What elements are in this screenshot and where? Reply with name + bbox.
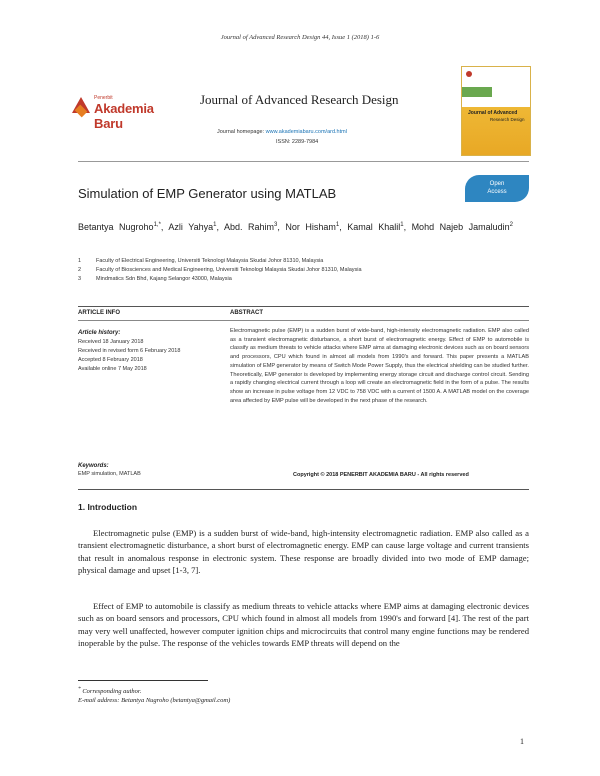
page-number: 1 (520, 737, 524, 746)
homepage-label: Journal homepage: (217, 129, 265, 135)
journal-title: Journal of Advanced Research Design (200, 92, 399, 107)
running-head: Journal of Advanced Research Design 44, Issue 1 (2018) 1-6 (220, 34, 380, 41)
affiliation: 1 Faculty of Electrical Engineering, Universiti Teknologi Malaysia Skudai Johor 81310, Malaysia (78, 258, 324, 264)
corresponding-email: E-mail address: Betantya Nugroho (betantya@gmail.com) (78, 697, 231, 704)
info-table-bottom-rule (78, 489, 529, 490)
copyright-notice: Copyright © 2018 PENERBIT AKADEMIA BARU - All rights reserved (293, 472, 469, 478)
info-table-top-rule (78, 306, 529, 307)
open-access-line1: Open (489, 181, 505, 187)
body-paragraph: Effect of EMP to automobile is classify as medium threats to vehicle attacks where EMP aims at damaging electronic devices such as on board sensors and processors, CPU which found in almost all models from 1990's and forward [4]. The rest of the part may very well unaffected, however computer ignition chips and microcircuits that control many engine functions may be rendered inoperable by the pulse. The response of the vehicles towards EMP threats will depend on the (78, 601, 529, 649)
author-list: Betantya Nugroho$^{1,*}$, Azli Yahya$^1$, Abd. Rahim$^3$, Nor Hisham$^1$, Kamal Khalil$^1$, Mohd Najeb Jamaludin$^2$ (78, 222, 513, 232)
section-heading: 1. Introduction (78, 502, 138, 512)
history-item: Received 18 January 2018 (78, 339, 144, 345)
info-table-mid-rule (78, 320, 529, 321)
history-item: Accepted 8 February 2018 (78, 357, 143, 363)
abstract-text: Electromagnetic pulse (EMP) is a sudden burst of wide-band, high-intensity electromagnetic radiation. EMP also called as a transient electromagnetic disturbance, a short burst of electromagnetic energy. Effect of EMP to automobile is classify as medium threats to vehicle attacks where EMP aims at damaging electronic devices such as on board sensors and processors, CPU which found in almost all models from 1990's and forward. This paper presents a MATLAB simulation of EMP generator by means of Switch Mode Power Supply, thus the electrical shielding can be studied further. Theoretically, EMP generator is developed by implementing energy storage circuit and discharge control circuit. Sending a rapidly changing electrical current through a loop will create an electromagnetic field in the form of a pulse. The results show an increase in pulse voltage from 12 VDC to 758 VDC with a current of 1500 A. A MATLAB model on the coverage area affected by EMP pulse will be developed in the next phase of the research. (230, 328, 529, 404)
article-title: Simulation of EMP Generator using MATLAB (78, 186, 337, 201)
article-info-heading: ARTICLE INFO (78, 310, 120, 316)
issn: ISSN: 2289-7984 (276, 139, 319, 145)
cover-subtitle: Research Design (490, 117, 525, 122)
cover-title: Journal of Advanced (468, 110, 518, 116)
header-divider (78, 161, 529, 162)
article-history-title: Article history: (78, 330, 121, 336)
abstract-heading: ABSTRACT (230, 310, 263, 316)
publisher-logo (72, 95, 182, 131)
keywords-title: Keywords: (78, 463, 109, 469)
body-paragraph: Electromagnetic pulse (EMP) is a sudden burst of wide-band, high-intensity electromagnetic radiation. EMP also called as a transient electromagnetic disturbance, a short burst of electromagnetic energy. EMP can cause large voltage and current transients that result in anomalous response in electronic system. These response are broadly divided into two mode of EMP damage; physical damage and upset [1-3, 7]. (78, 528, 529, 576)
keywords: EMP simulation, MATLAB (78, 471, 141, 477)
history-item: Received in revised form 6 February 2018 (78, 348, 181, 354)
affiliation: 3 Mindmatics Sdn Bhd, Kajang Selangor 43000, Malaysia (78, 276, 232, 282)
open-access-line2: Access (487, 189, 507, 195)
logo-small-text: Penerbit (94, 95, 113, 101)
journal-homepage (217, 129, 347, 135)
homepage-link[interactable]: www.akademiabaru.com/ard.html (265, 129, 347, 135)
footnote-rule (78, 680, 208, 681)
journal-cover-image (461, 66, 531, 156)
open-access-badge[interactable] (465, 175, 529, 202)
corresponding-author-note: * Corresponding author. (78, 686, 142, 696)
history-item: Available online 7 May 2018 (78, 366, 147, 372)
logo-name: Akademia Baru (94, 101, 154, 131)
affiliation: 2 Faculty of Biosciences and Medical Engineering, Universiti Teknologi Malaysia Skudai Johor 81310, Malaysia (78, 267, 362, 273)
